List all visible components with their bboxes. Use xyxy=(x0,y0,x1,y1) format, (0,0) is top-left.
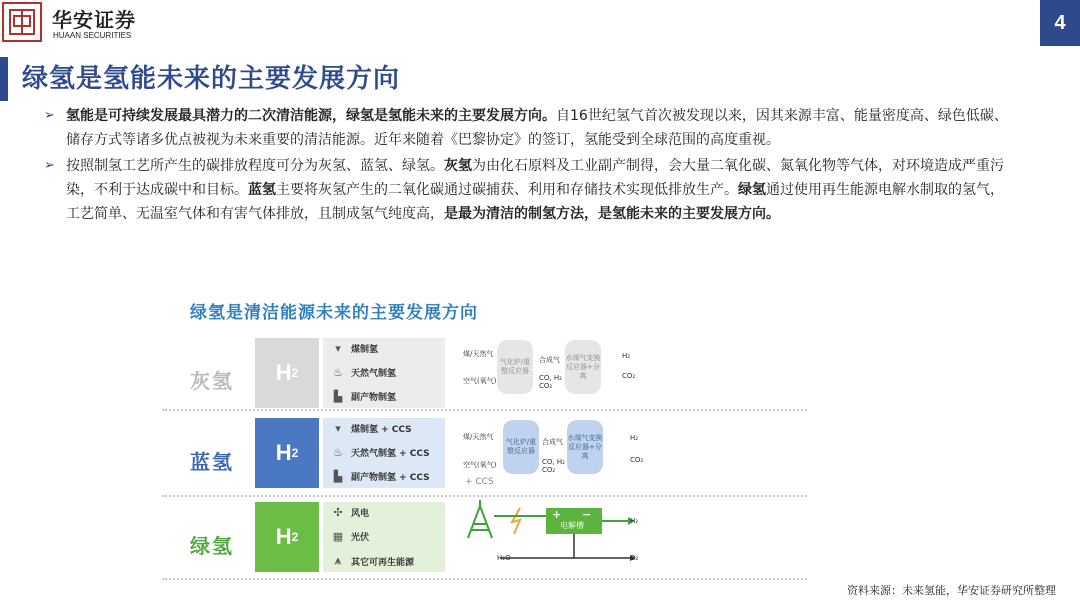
bullet-2-text-c: 主要将灰氢产生的二氧化碳通过碳捕获、利用和存储技术实现低排放生产。 xyxy=(276,182,738,198)
flow-output-o2: O₂ xyxy=(630,554,639,562)
flow-output-co2: CO₂ xyxy=(622,372,636,380)
source-list-green xyxy=(323,502,445,572)
page-number: 4 xyxy=(1040,0,1080,46)
bullet-2-bold-green: 绿氢 xyxy=(738,182,766,198)
flow-output-h2: H₂ xyxy=(630,517,639,525)
electrolyser-label: 电解槽 xyxy=(560,521,584,530)
flow-input-1: 煤/天然气 xyxy=(463,350,494,358)
bullet-item-2 xyxy=(44,154,1016,226)
shift-reactor-unit: 水煤气变换反应器+分离 xyxy=(565,340,601,394)
source-item: ▙ 副产物制氢 xyxy=(331,390,396,403)
row-label-green: 绿氢 xyxy=(190,534,234,558)
flow-output-h2: H₂ xyxy=(622,352,631,360)
flow-output-h2: H₂ xyxy=(630,434,639,442)
bullet-item-1 xyxy=(44,104,1016,152)
lightning-icon xyxy=(512,508,520,534)
ccs-label: + CCS xyxy=(465,477,494,487)
diagram-title: 绿氢是清洁能源未来的主要发展方向 xyxy=(190,303,478,323)
flow-input-2: 空气(氧气) xyxy=(463,377,497,385)
bullet-2-bold-conclusion: 是最为清洁的制氢方法，是氢能未来的主要发展方向。 xyxy=(444,206,780,222)
row-label-grey: 灰氢 xyxy=(190,369,234,393)
bullet-2-text-a: 按照制氢工艺所产生的碳排放程度可分为灰氢、蓝氢、绿氢。 xyxy=(66,158,444,174)
wind-turbine-icon: ✣ xyxy=(333,506,343,519)
gasifier-unit: 气化炉/重整反应器 xyxy=(497,340,533,394)
flame-icon: ♨ xyxy=(333,366,343,379)
h2-box-grey: H 2 xyxy=(255,338,319,408)
logo-chinese: 华安证券 xyxy=(52,8,136,32)
arrow-bullet-icon: ➢ xyxy=(44,108,55,123)
flame-icon: ♨ xyxy=(333,446,343,459)
plus-sign: + xyxy=(552,508,562,521)
coal-cart-icon: ▾ xyxy=(335,422,341,435)
source-item: ▾ 煤制氢 + CCS xyxy=(331,422,412,435)
flow-gases: CO, H₂ CO₂ xyxy=(542,458,565,474)
flow-input-1: 煤/天然气 xyxy=(463,433,494,441)
page-title: 绿氢是氢能未来的主要发展方向 xyxy=(22,64,401,94)
gasifier-unit: 气化炉/重整反应器 xyxy=(503,420,539,474)
source-item: ♨ 天然气制氢 xyxy=(331,366,396,379)
bullet-2-bold-blue: 蓝氢 xyxy=(248,182,276,198)
power-tower-icon xyxy=(468,500,492,538)
bullet-1-text: 自16世纪氢气首次被发现以来，因其来源丰富、能量密度高、绿色低碳、储存方式等诸多优点被视为未来重要的清洁能源。近年来随着《巴黎协定》的签订，氢能受到全球范围的高度重视。 xyxy=(66,108,1008,148)
source-item: ▦ 光伏 xyxy=(332,530,370,543)
green-hydrogen-panel xyxy=(255,502,445,572)
bullet-list xyxy=(44,104,1016,228)
bullet-1-bold: 氢能是可持续发展最具潜力的二次清洁能源，绿氢是氢能未来的主要发展方向。 xyxy=(66,108,556,124)
title-accent-bar xyxy=(0,57,8,101)
source-list-blue xyxy=(323,418,445,488)
bullet-2-text-b: 为由化石原料及工业副产制得，会大量二氧化碳、氮氧化物等气体，对环境造成严重污染，不利于达成碳中和目标。 xyxy=(66,158,1004,198)
source-item: ⩚ 其它可再生能源 xyxy=(331,554,414,568)
row-divider xyxy=(162,495,807,497)
flow-input-water: H₂O xyxy=(497,554,511,562)
h2-box-green: H 2 xyxy=(255,502,319,572)
flow-syngas: 合成气 xyxy=(539,356,560,364)
flow-input-2: 空气(氧气) xyxy=(463,461,497,469)
bullet-2-text-d: 通过使用再生能源电解水制取的氢气，工艺简单、无温室气体和有害气体排放，且制成氢气纯度高， xyxy=(66,182,1004,222)
source-item: ▾ 煤制氢 xyxy=(331,342,378,355)
power-tower-icon: ⩚ xyxy=(334,554,342,567)
source-list-grey xyxy=(323,338,445,408)
flow-syngas: 合成气 xyxy=(542,438,563,446)
logo-english: HUAAN SECURITIES xyxy=(53,31,132,40)
row-divider xyxy=(162,409,807,411)
shift-reactor-unit: 水煤气变换反应器+分离 xyxy=(567,420,603,474)
logo-mark xyxy=(2,2,42,42)
source-item: ✣ 风电 xyxy=(331,506,369,519)
coal-cart-icon: ▾ xyxy=(335,342,341,355)
logo-seal-icon xyxy=(8,8,36,36)
flow-gases: CO, H₂ CO₂ xyxy=(539,374,562,390)
factory-icon: ▙ xyxy=(333,390,343,403)
source-item: ▙ 副产物制氢 + CCS xyxy=(331,470,430,483)
source-item: ♨ 天然气制氢 + CCS xyxy=(331,446,430,459)
bullet-2-bold-grey: 灰氢 xyxy=(444,158,472,174)
h2-box-blue: H 2 xyxy=(255,418,319,488)
minus-sign: − xyxy=(582,508,592,521)
row-divider xyxy=(162,578,807,580)
solar-panel-icon: ▦ xyxy=(332,530,344,543)
row-label-blue: 蓝氢 xyxy=(190,450,234,474)
flow-output-co2: CO₂ xyxy=(630,456,644,464)
factory-icon: ▙ xyxy=(333,470,343,483)
grey-hydrogen-panel xyxy=(255,338,445,408)
blue-hydrogen-panel xyxy=(255,418,445,488)
source-note: 资料来源：未来氢能，华安证券研究所整理 xyxy=(847,584,1056,597)
arrow-bullet-icon: ➢ xyxy=(44,158,55,173)
